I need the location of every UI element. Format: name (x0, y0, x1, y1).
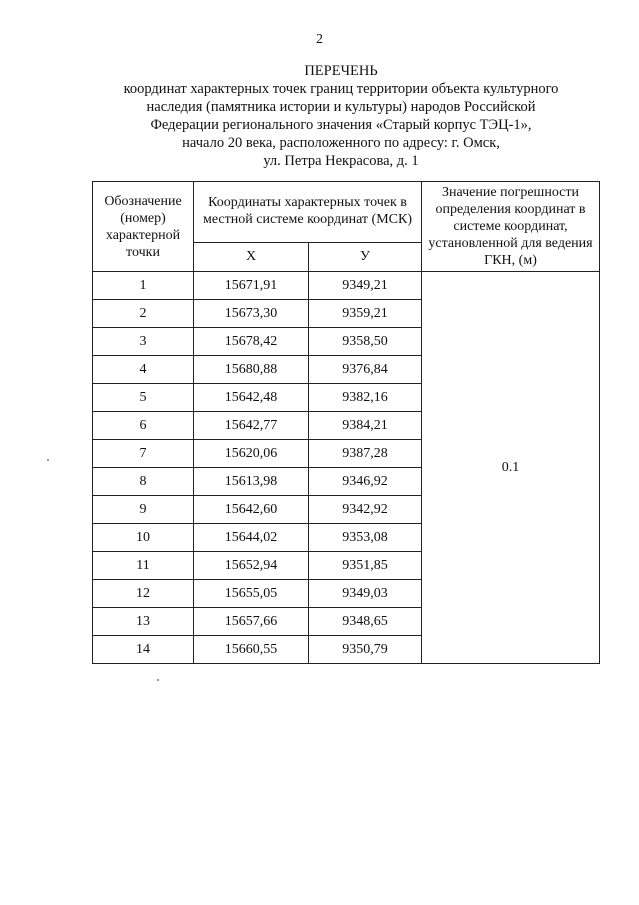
coord-x: 15620,06 (194, 440, 309, 468)
coord-y: 9376,84 (309, 356, 422, 384)
header-x: X (194, 243, 309, 272)
coord-x: 15642,60 (194, 496, 309, 524)
point-number: 10 (93, 524, 194, 552)
title-line: Федерации регионального значения «Старый корпус ТЭЦ-1», (150, 117, 532, 133)
coord-x: 15671,91 (194, 272, 309, 300)
point-number: 12 (93, 580, 194, 608)
coord-y: 9382,16 (309, 384, 422, 412)
title-line: наследия (памятника истории и культуры) народов Российской (146, 99, 536, 115)
scan-speck (157, 679, 159, 681)
coord-x: 15642,48 (194, 384, 309, 412)
coord-x: 15613,98 (194, 468, 309, 496)
point-number: 9 (93, 496, 194, 524)
point-number: 5 (93, 384, 194, 412)
page-number: 2 (316, 32, 323, 47)
coord-x: 15678,42 (194, 328, 309, 356)
table-row (93, 272, 600, 300)
point-number: 11 (93, 552, 194, 580)
header-point: Обозначение (номер) характерной точки (93, 182, 194, 272)
coord-x: 15657,66 (194, 608, 309, 636)
scan-speck (47, 459, 49, 461)
error-value: 0.1 (422, 272, 600, 664)
coord-y: 9348,65 (309, 608, 422, 636)
coord-y: 9349,03 (309, 580, 422, 608)
coord-x: 15642,77 (194, 412, 309, 440)
point-number: 2 (93, 300, 194, 328)
point-number: 6 (93, 412, 194, 440)
coord-x: 15660,55 (194, 636, 309, 664)
coord-y: 9358,50 (309, 328, 422, 356)
coord-x: 15655,05 (194, 580, 309, 608)
coord-x: 15644,02 (194, 524, 309, 552)
title-heading: ПЕРЕЧЕНЬ (304, 63, 378, 79)
coord-y: 9384,21 (309, 412, 422, 440)
point-number: 1 (93, 272, 194, 300)
point-number: 3 (93, 328, 194, 356)
header-coordinates: Координаты характерных точек в местной системе координат (МСК) (194, 182, 422, 243)
header-error: Значение погрешности определения координат в системе координат, установленной для ведения ГКН, (м) (422, 182, 600, 272)
document-title (80, 62, 602, 170)
point-number: 4 (93, 356, 194, 384)
title-line: координат характерных точек границ территории объекта культурного (123, 81, 559, 97)
point-number: 13 (93, 608, 194, 636)
title-line: начало 20 века, расположенного по адресу: г. Омск, (182, 135, 500, 151)
coord-y: 9351,85 (309, 552, 422, 580)
coord-y: 9359,21 (309, 300, 422, 328)
point-number: 14 (93, 636, 194, 664)
coord-y: 9350,79 (309, 636, 422, 664)
coord-x: 15652,94 (194, 552, 309, 580)
coord-y: 9346,92 (309, 468, 422, 496)
table-body (93, 272, 600, 664)
coord-y: 9387,28 (309, 440, 422, 468)
point-number: 8 (93, 468, 194, 496)
coord-y: 9342,92 (309, 496, 422, 524)
coord-y: 9349,21 (309, 272, 422, 300)
point-number: 7 (93, 440, 194, 468)
coordinates-table (92, 181, 600, 664)
coord-x: 15680,88 (194, 356, 309, 384)
coord-x: 15673,30 (194, 300, 309, 328)
title-line: ул. Петра Некрасова, д. 1 (263, 153, 419, 169)
header-y: У (309, 243, 422, 272)
coord-y: 9353,08 (309, 524, 422, 552)
